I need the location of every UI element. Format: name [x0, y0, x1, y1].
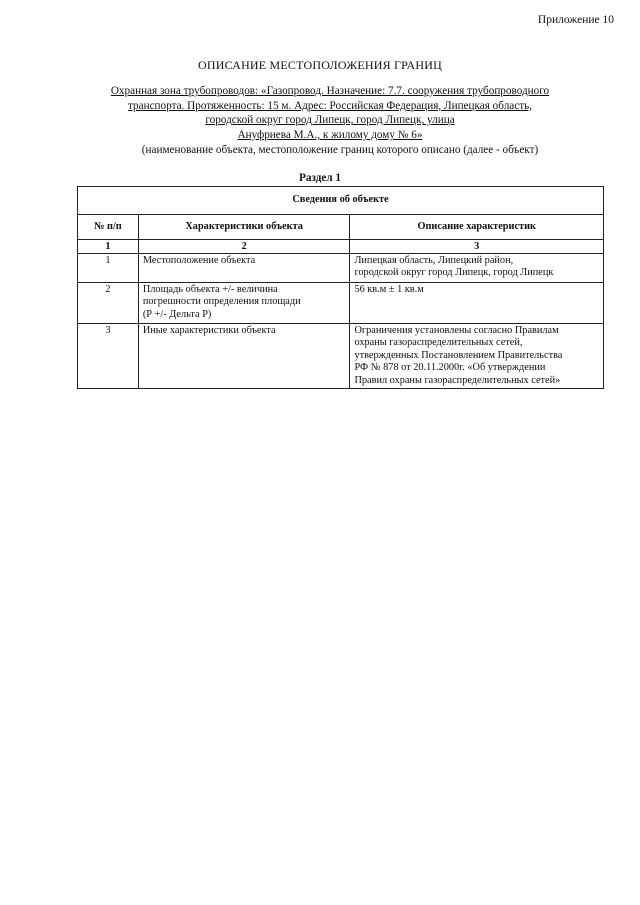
column-header-description: Описание характеристик	[350, 215, 604, 240]
column-number: 3	[350, 240, 604, 254]
table-heading-row	[78, 187, 604, 215]
section-title: Раздел 1	[298, 172, 341, 184]
row-description	[350, 283, 604, 324]
column-number: 1	[78, 240, 139, 254]
cell-line: Ограничения установлены согласно Правилам	[354, 325, 559, 336]
row-characteristic	[138, 324, 350, 389]
object-name	[70, 84, 590, 142]
table-row	[78, 283, 604, 324]
cell-line: охраны газораспределительных сетей,	[354, 337, 523, 349]
cell-line: Местоположение объекта	[142, 255, 256, 266]
object-caption	[80, 144, 600, 156]
row-number: 3	[78, 324, 139, 389]
row-characteristic	[138, 254, 350, 283]
row-description	[350, 254, 604, 283]
cell-line: городской округ город Липецк, город Липецк	[354, 267, 554, 279]
table-row	[78, 324, 604, 389]
row-number: 2	[78, 283, 139, 324]
object-line: городской округ город Липецк, город Липецк, улица	[205, 114, 455, 127]
row-characteristic	[138, 283, 350, 324]
object-info-table	[77, 186, 604, 389]
column-header-characteristic: Характеристики объекта	[138, 215, 350, 240]
column-number-row	[78, 240, 604, 254]
cell-line: погрешности определения площади	[142, 296, 301, 308]
object-line: транспорта. Протяженность: 15 м. Адрес: Российская Федерация, Липецкая область,	[128, 99, 532, 112]
cell-line: (Р +/- Дельта Р)	[142, 308, 212, 320]
page-title: ОПИСАНИЕ МЕСТОПОЛОЖЕНИЯ ГРАНИЦ	[198, 58, 442, 72]
cell-line: Правил охраны газораспределительных сетей»	[354, 374, 561, 386]
cell-line: Липецкая область, Липецкий район,	[354, 255, 514, 266]
cell-line: Площадь объекта +/- величина	[142, 284, 278, 295]
cell-line: РФ № 878 от 20.11.2000г. «Об утверждении	[354, 362, 546, 374]
column-header-number: № п/п	[78, 215, 139, 240]
column-number: 2	[138, 240, 350, 254]
object-line: Охранная зона трубопроводов: «Газопровод. Назначение: 7.7. сооружения трубопроводного	[110, 85, 550, 97]
cell-line: 56 кв.м ± 1 кв.м	[354, 284, 424, 295]
table-header-row	[78, 215, 604, 240]
object-line: Ануфриева М.А., к жилому дому № 6»	[237, 128, 423, 141]
appendix-label: Приложение 10	[537, 14, 614, 26]
cell-line: утвержденных Постановлением Правительства	[354, 349, 563, 361]
caption-text: (наименование объекта, местоположение границ которого описано (далее - объект)	[141, 144, 539, 156]
cell-line: Иные характеристики объекта	[142, 325, 276, 336]
row-number: 1	[78, 254, 139, 283]
table-row	[78, 254, 604, 283]
row-description	[350, 324, 604, 389]
table-heading: Сведения об объекте	[78, 187, 604, 215]
